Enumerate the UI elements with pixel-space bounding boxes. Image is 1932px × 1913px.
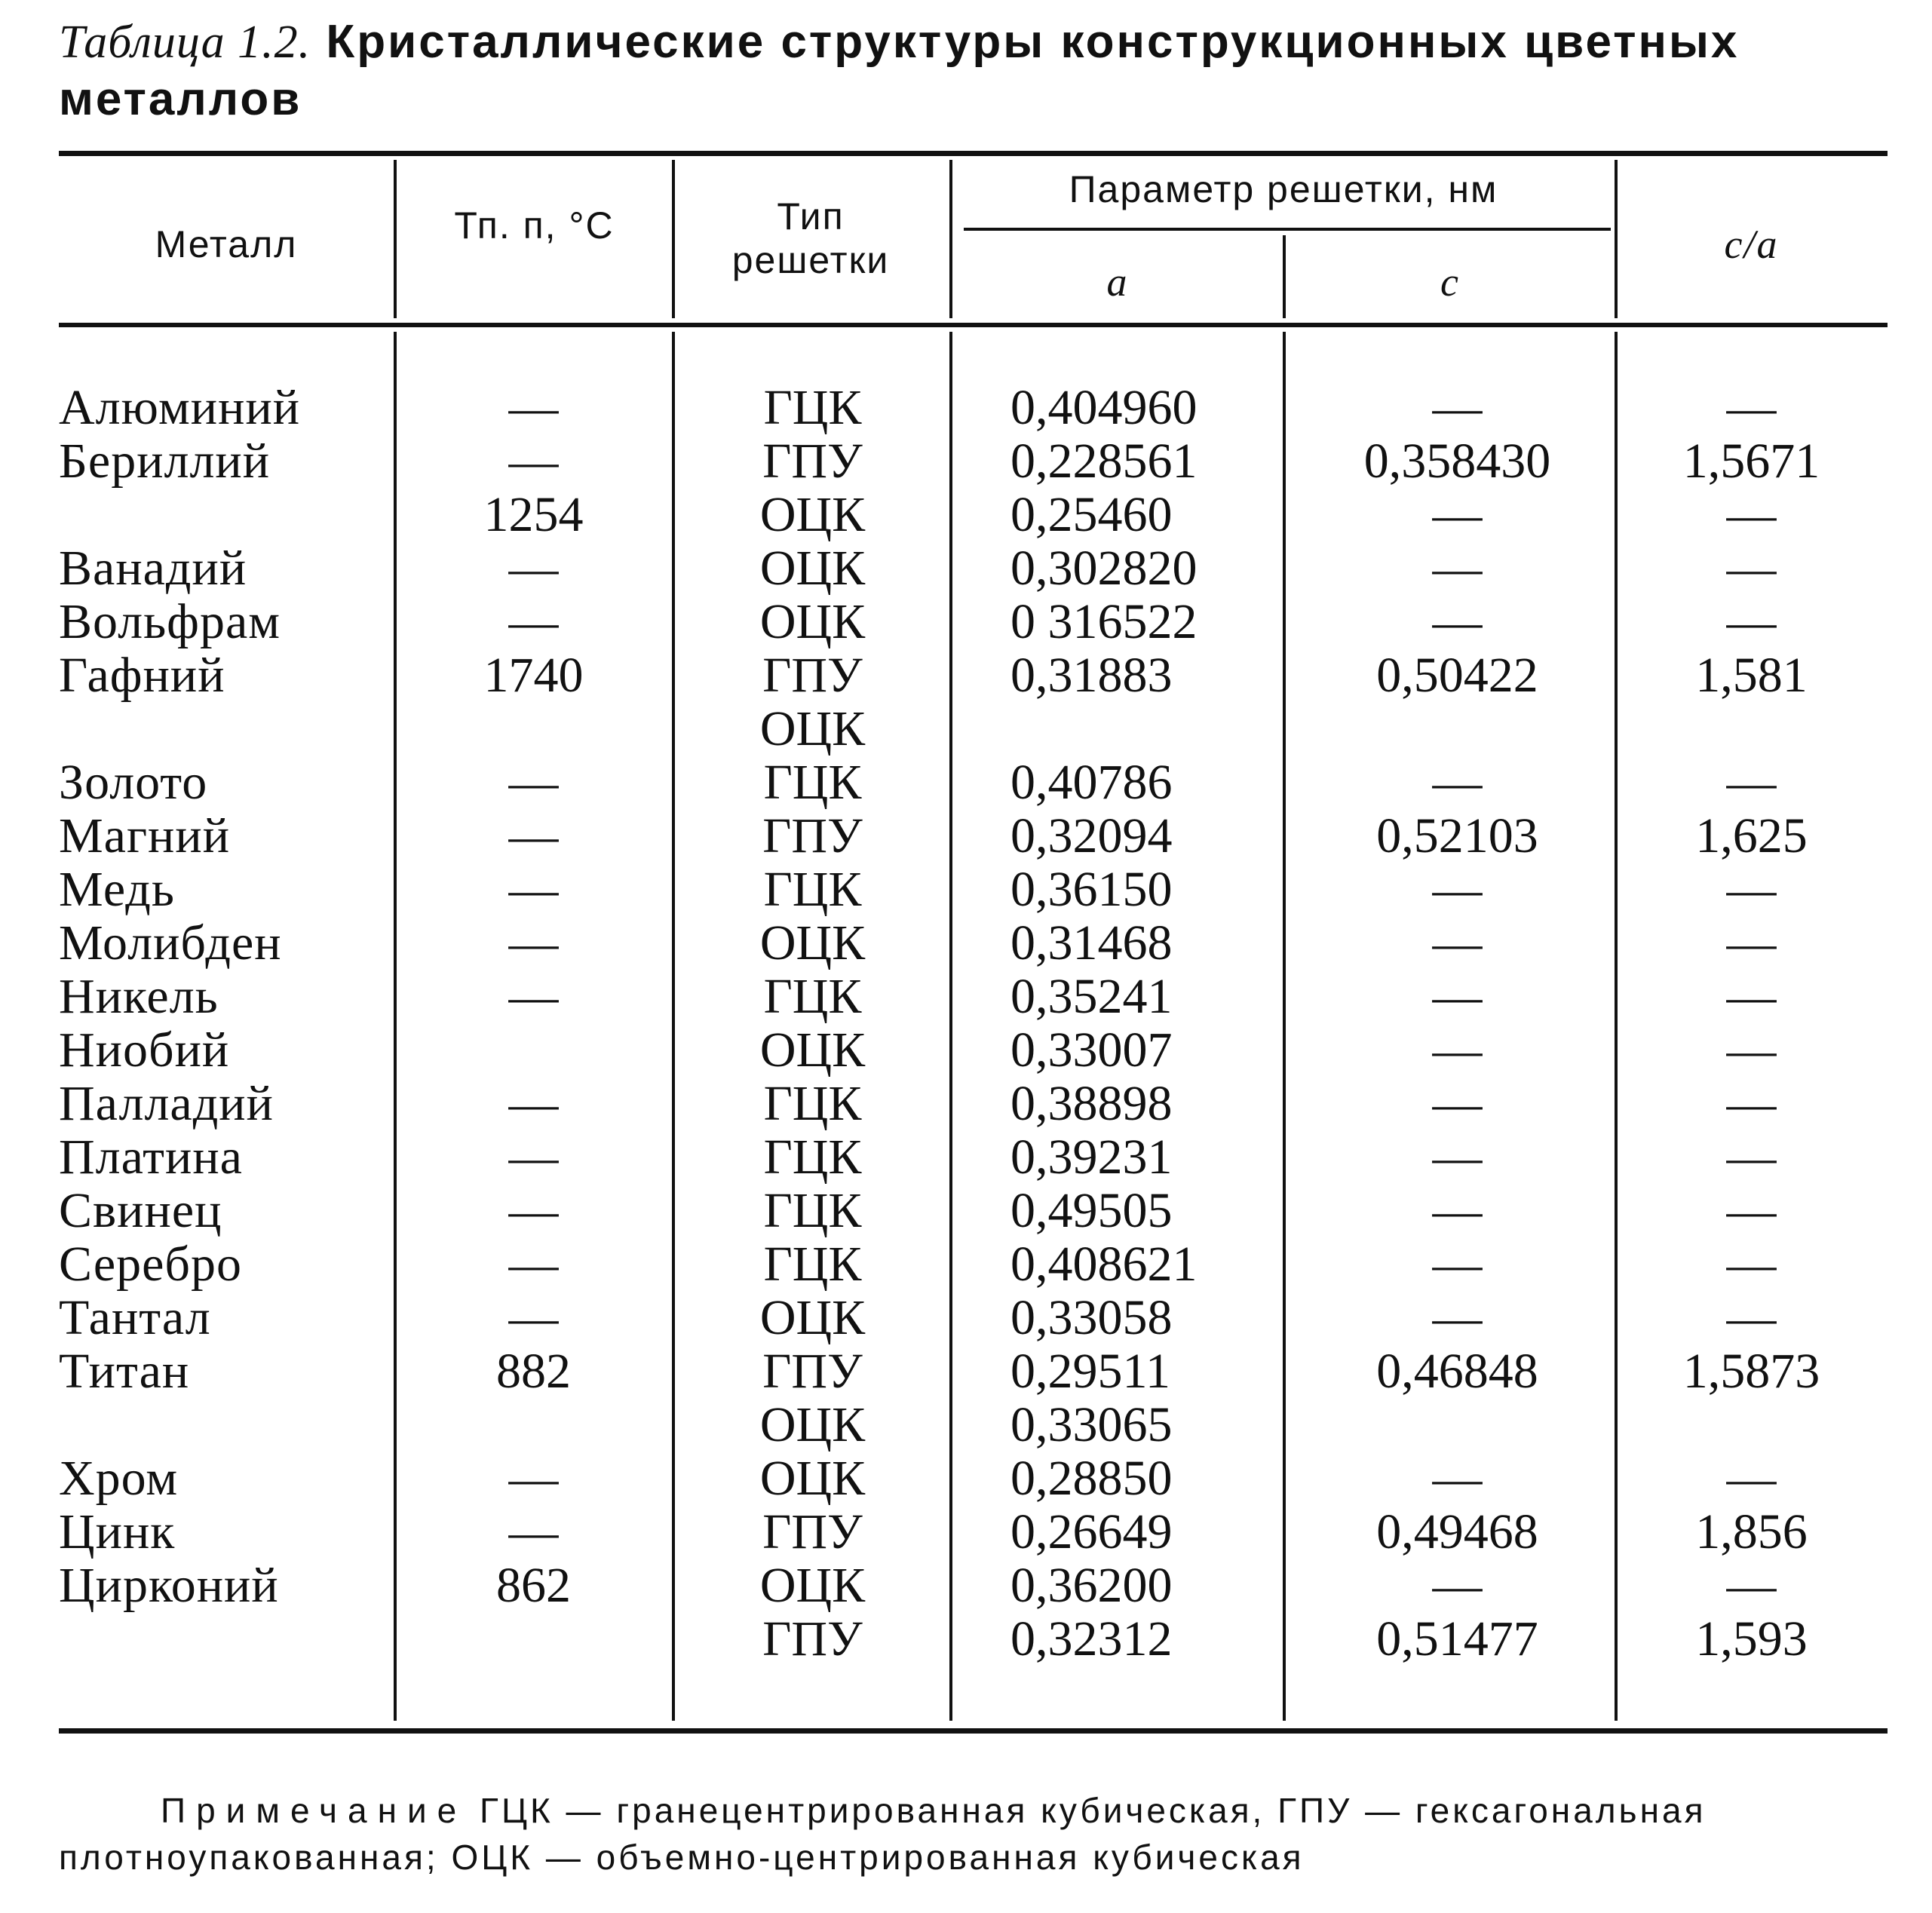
param-a: 0,26649 [1010, 1504, 1173, 1559]
param-c: — [1432, 1076, 1483, 1131]
metal-name: Хром [59, 1451, 179, 1506]
header-rule [59, 323, 1888, 327]
param-c: — [1432, 1237, 1483, 1292]
melting-temp: — [508, 541, 559, 596]
top-rule [59, 151, 1888, 156]
metal-name: Серебро [59, 1237, 242, 1292]
lattice-type: ГПУ [762, 808, 863, 863]
metal-name: Ниобий [59, 1022, 230, 1078]
melting-temp: 862 [496, 1558, 571, 1613]
melting-temp: — [508, 808, 559, 863]
ratio-ca: — [1726, 1130, 1777, 1185]
ratio-ca: — [1726, 1022, 1777, 1078]
param-c: — [1432, 1290, 1483, 1345]
lattice-type: ГЦК [763, 380, 862, 435]
table-row [0, 488, 1932, 541]
param-c: — [1432, 541, 1483, 596]
ratio-ca: — [1726, 380, 1777, 435]
metal-name: Магний [59, 808, 231, 863]
melting-temp: — [508, 969, 559, 1024]
melting-temp: — [508, 594, 559, 649]
metal-name: Вольфрам [59, 594, 281, 649]
param-c: — [1432, 380, 1483, 435]
lattice-type: ГПУ [762, 1611, 863, 1666]
melting-temp: — [508, 1183, 559, 1238]
ratio-ca: 1,856 [1695, 1504, 1808, 1559]
ratio-ca: 1,5671 [1682, 434, 1820, 489]
melting-temp: — [508, 1076, 559, 1131]
ratio-ca: — [1726, 1183, 1777, 1238]
param-c: — [1432, 1451, 1483, 1506]
table-row [0, 595, 1932, 648]
param-c: 0,52103 [1376, 808, 1538, 863]
lattice-type: ГЦК [763, 1237, 862, 1292]
metal-name: Алюминий [59, 380, 301, 435]
table-row [0, 970, 1932, 1023]
lattice-type: ОЦК [759, 701, 866, 756]
lattice-type: ГЦК [763, 969, 862, 1024]
lattice-type: ОЦК [759, 1558, 866, 1613]
ratio-ca: — [1726, 1076, 1777, 1131]
table-title-text: Кристаллические структуры конструкционных цветных металлов [59, 16, 1740, 125]
ratio-ca: — [1726, 969, 1777, 1024]
header-a: a [1106, 259, 1129, 305]
metal-name: Свинец [59, 1183, 222, 1238]
param-a: 0,33065 [1010, 1397, 1173, 1452]
header-metal: Металл [155, 223, 298, 265]
melting-temp: 882 [496, 1344, 571, 1399]
param-a: 0,29511 [1010, 1344, 1171, 1399]
melting-temp: — [508, 1237, 559, 1292]
lattice-type: ГЦК [763, 755, 862, 810]
param-a: 0,36200 [1010, 1558, 1173, 1613]
table-row [0, 916, 1932, 970]
param-a: 0,28850 [1010, 1451, 1173, 1506]
table-row [0, 809, 1932, 863]
table-row [0, 1184, 1932, 1237]
melting-temp: — [508, 915, 559, 970]
table-row [0, 1237, 1932, 1291]
ratio-ca: 1,581 [1695, 648, 1808, 703]
lattice-type: ГПУ [762, 1344, 863, 1399]
header-c: c [1440, 259, 1460, 305]
ratio-ca: — [1726, 1237, 1777, 1292]
ratio-ca: — [1726, 594, 1777, 649]
melting-temp: — [508, 862, 559, 917]
param-c: — [1432, 915, 1483, 970]
param-c: 0,50422 [1376, 648, 1538, 703]
table-row [0, 1452, 1932, 1505]
param-a: 0,33058 [1010, 1290, 1173, 1345]
ratio-ca: — [1726, 487, 1777, 542]
metal-name: Золото [59, 755, 208, 810]
param-a: 0,228561 [1010, 434, 1198, 489]
table-row [0, 1077, 1932, 1130]
lattice-type: ОЦК [759, 915, 866, 970]
param-c: 0,358430 [1363, 434, 1551, 489]
param-c: — [1432, 487, 1483, 542]
param-a: 0,408621 [1010, 1237, 1198, 1292]
header-temp: Тп. п, °С [454, 204, 615, 247]
table-row [0, 1559, 1932, 1612]
melting-temp: — [508, 1130, 559, 1185]
metal-name: Никель [59, 969, 219, 1024]
note-text: ГЦК — гранецентрированная кубическая, ГПУ — гексагональная плотноупакованная; ОЦК — объемно-центрированная кубическая [59, 1791, 1707, 1877]
param-a: 0,38898 [1010, 1076, 1173, 1131]
param-a: 0,302820 [1010, 541, 1198, 596]
metal-name: Ванадий [59, 541, 247, 596]
ratio-ca: — [1726, 1558, 1777, 1613]
metal-name: Палладий [59, 1076, 274, 1131]
param-a: 0 316522 [1010, 594, 1198, 649]
param-a: 0,32094 [1010, 808, 1173, 863]
melting-temp: — [508, 755, 559, 810]
metal-name: Бериллий [59, 434, 271, 489]
table-row [0, 863, 1932, 916]
table-row [0, 434, 1932, 488]
param-a: 0,39231 [1010, 1130, 1173, 1185]
lattice-type: ОЦК [759, 1451, 866, 1506]
lattice-type: ГЦК [763, 862, 862, 917]
lattice-type: ГПУ [762, 1504, 863, 1559]
param-a: 0,31468 [1010, 915, 1173, 970]
table-row [0, 756, 1932, 809]
param-a: 0,33007 [1010, 1022, 1173, 1078]
ratio-ca: 1,593 [1695, 1611, 1808, 1666]
melting-temp: — [508, 1451, 559, 1506]
table-row [0, 648, 1932, 702]
ratio-ca: — [1726, 755, 1777, 810]
param-c: — [1432, 862, 1483, 917]
bottom-rule [59, 1728, 1888, 1734]
lattice-type: ОЦК [759, 1022, 866, 1078]
melting-temp: — [508, 1504, 559, 1559]
lattice-type: ОЦК [759, 1290, 866, 1345]
param-c: — [1432, 969, 1483, 1024]
metal-name: Платина [59, 1130, 243, 1185]
param-c: — [1432, 594, 1483, 649]
param-subrule [964, 228, 1611, 231]
ratio-ca: — [1726, 862, 1777, 917]
metal-name: Медь [59, 862, 175, 917]
param-c: 0,49468 [1376, 1504, 1538, 1559]
col-divider-2 [672, 160, 675, 318]
table-row [0, 1023, 1932, 1077]
table-title [59, 14, 1884, 127]
melting-temp: 1254 [483, 487, 584, 542]
param-a: 0,404960 [1010, 380, 1198, 435]
lattice-type: ГЦК [763, 1076, 862, 1131]
param-a: 0,31883 [1010, 648, 1173, 703]
param-c: — [1432, 1558, 1483, 1613]
param-a: 0,35241 [1010, 969, 1173, 1024]
lattice-type: ГЦК [763, 1130, 862, 1185]
lattice-type: ГПУ [762, 648, 863, 703]
param-a: 0,40786 [1010, 755, 1173, 810]
param-c: 0,51477 [1376, 1611, 1538, 1666]
table-row [0, 1291, 1932, 1344]
param-c: — [1432, 1183, 1483, 1238]
metal-name: Цинк [59, 1504, 176, 1559]
header-lattice-type: Тип решетки [731, 195, 890, 281]
note-lead: Примечание [161, 1791, 468, 1830]
melting-temp: — [508, 380, 559, 435]
param-a: 0,36150 [1010, 862, 1173, 917]
header-ca: c/a [1724, 222, 1779, 267]
ratio-ca: — [1726, 915, 1777, 970]
metal-name: Тантал [59, 1290, 211, 1345]
ratio-ca: 1,625 [1695, 808, 1808, 863]
table-row [0, 541, 1932, 595]
ratio-ca: — [1726, 541, 1777, 596]
lattice-type: ГПУ [762, 434, 863, 489]
table-row [0, 381, 1932, 434]
table-note [59, 1787, 1888, 1881]
table-row [0, 1398, 1932, 1452]
param-a: 0,25460 [1010, 487, 1173, 542]
melting-temp: 1740 [483, 648, 584, 703]
param-c: — [1432, 1022, 1483, 1078]
param-a: 0,49505 [1010, 1183, 1173, 1238]
param-a: 0,32312 [1010, 1611, 1173, 1666]
lattice-type: ОЦК [759, 1397, 866, 1452]
metal-name: Цирконий [59, 1558, 279, 1613]
metal-name: Гафний [59, 648, 225, 703]
melting-temp: — [508, 434, 559, 489]
table-row [0, 1130, 1932, 1184]
param-c: 0,46848 [1376, 1344, 1538, 1399]
lattice-type: ОЦК [759, 594, 866, 649]
lattice-type: ОЦК [759, 487, 866, 542]
param-c: — [1432, 755, 1483, 810]
table-row [0, 1505, 1932, 1559]
header-lattice-param: Параметр решетки, нм [1069, 168, 1498, 210]
table-row [0, 1612, 1932, 1666]
lattice-type: ОЦК [759, 541, 866, 596]
table-row [0, 702, 1932, 756]
param-c: — [1432, 1130, 1483, 1185]
ratio-ca: — [1726, 1451, 1777, 1506]
ratio-ca: 1,5873 [1682, 1344, 1820, 1399]
table-row [0, 1344, 1932, 1398]
ratio-ca: — [1726, 1290, 1777, 1345]
metal-name: Молибден [59, 915, 282, 970]
melting-temp: — [508, 1290, 559, 1345]
metal-name: Титан [59, 1344, 190, 1399]
table-caption: Таблица 1.2. [59, 17, 311, 68]
lattice-type: ГЦК [763, 1183, 862, 1238]
